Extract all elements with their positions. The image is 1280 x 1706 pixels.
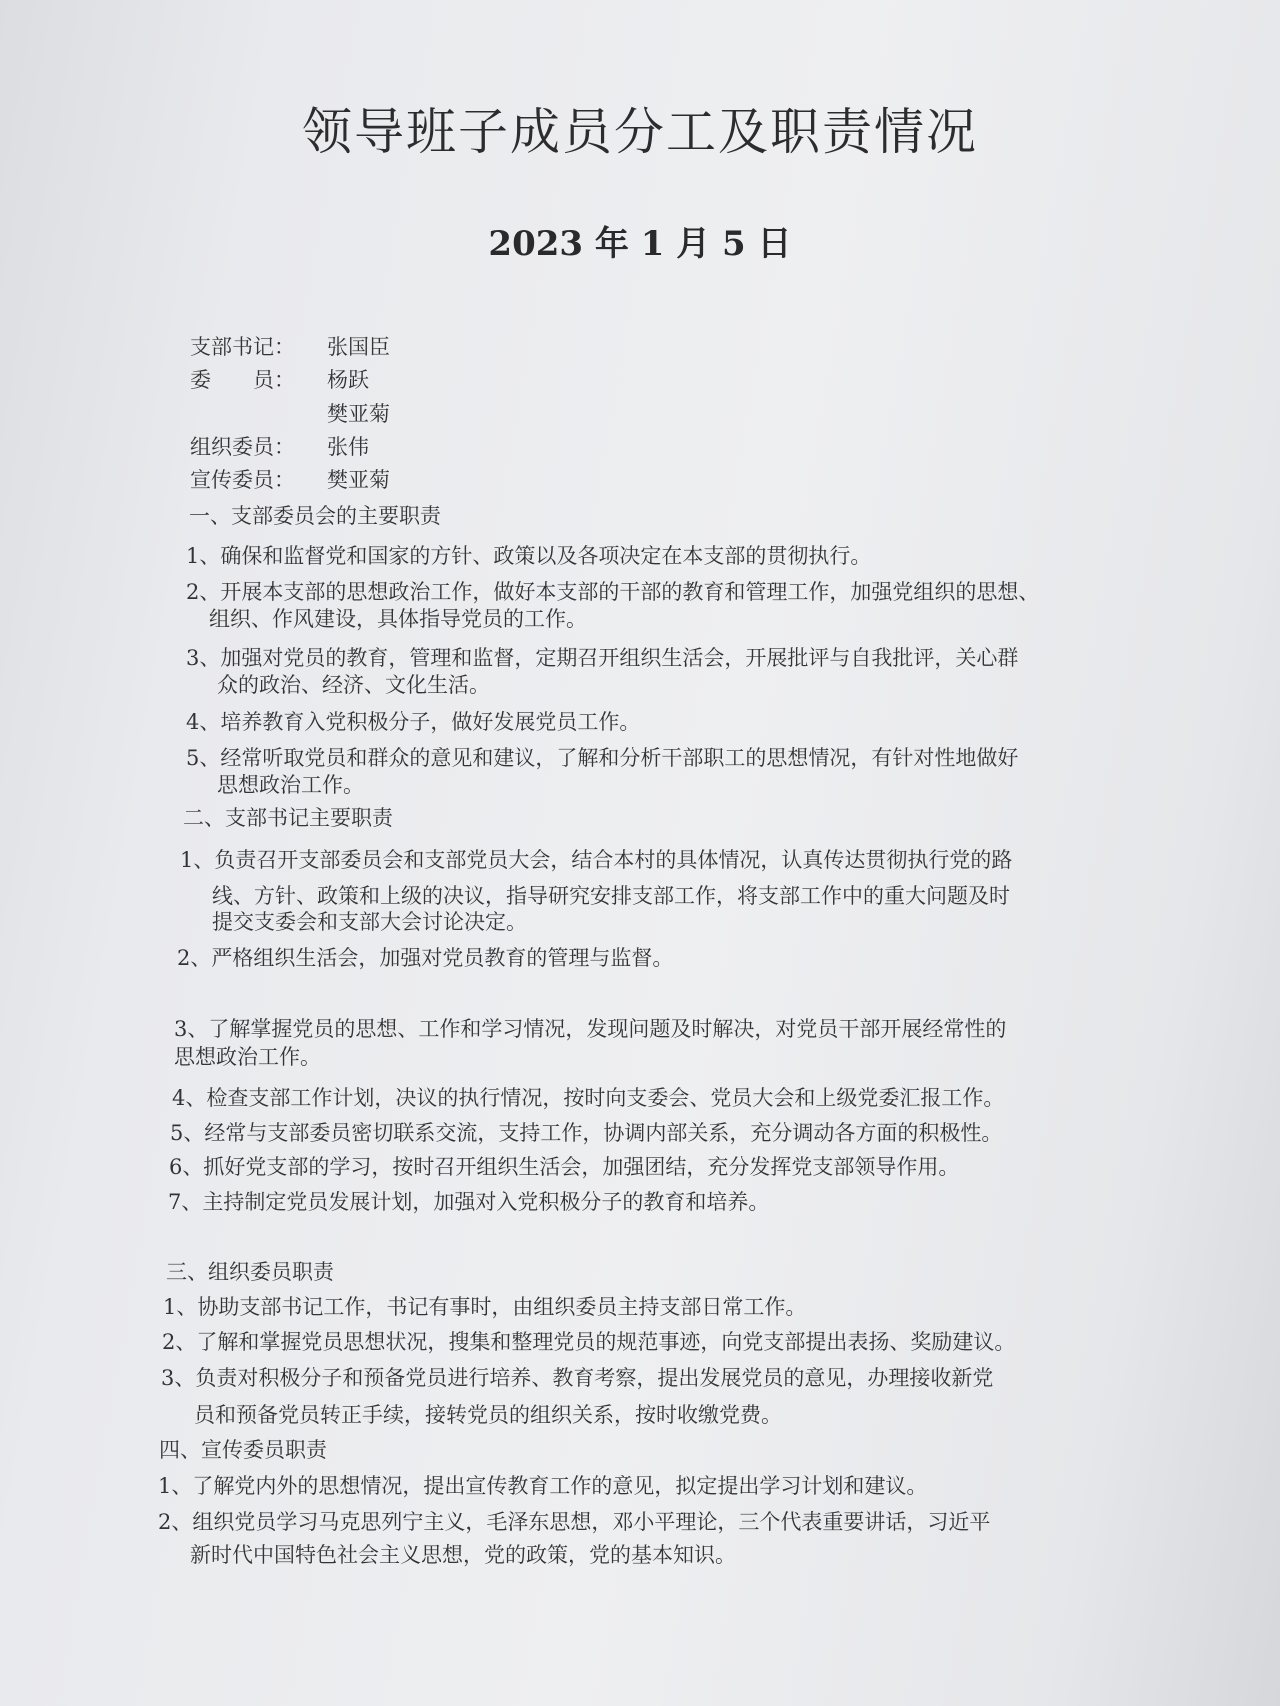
roster-label-secretary: 支部书记： bbox=[190, 335, 295, 359]
body-line: 3、了解掌握党员的思想、工作和学习情况，发现问题及时解决，对党员干部开展经常性的 bbox=[174, 1017, 1007, 1041]
roster-label-members: 委 员： bbox=[190, 368, 295, 392]
body-line: 线、方针、政策和上级的决议，指导研究安排支部工作，将支部工作中的重大问题及时 bbox=[212, 884, 1010, 908]
body-line: 2、严格组织生活会，加强对党员教育的管理与监督。 bbox=[177, 946, 674, 970]
body-line: 众的政治、经济、文化生活。 bbox=[217, 673, 490, 697]
body-line: 2、了解和掌握党员思想状况，搜集和整理党员的规范事迹，向党支部提出表扬、奖励建议。 bbox=[162, 1330, 1016, 1354]
body-line: 1、协助支部书记工作，书记有事时，由组织委员主持支部日常工作。 bbox=[163, 1295, 807, 1319]
section-heading: 三、组织委员职责 bbox=[166, 1260, 334, 1284]
body-line: 1、确保和监督党和国家的方针、政策以及各项决定在本支部的贯彻执行。 bbox=[186, 544, 872, 568]
roster-label-organization: 组织委员： bbox=[190, 435, 295, 459]
body-line: 2、组织党员学习马克思列宁主义，毛泽东思想，邓小平理论，三个代表重要讲话，习近平 bbox=[158, 1510, 991, 1534]
roster-label-propaganda: 宣传委员： bbox=[190, 468, 295, 492]
body-line: 5、经常与支部委员密切联系交流，支持工作，协调内部关系，充分调动各方面的积极性。 bbox=[170, 1121, 1003, 1145]
section-heading: 二、支部书记主要职责 bbox=[183, 806, 393, 830]
body-line: 6、抓好党支部的学习，按时召开组织生活会，加强团结，充分发挥党支部领导作用。 bbox=[169, 1155, 960, 1179]
section-heading: 一、支部委员会的主要职责 bbox=[189, 504, 441, 528]
body-line: 7、主持制定党员发展计划，加强对入党积极分子的教育和培养。 bbox=[168, 1190, 770, 1214]
body-line: 2、开展本支部的思想政治工作，做好本支部的干部的教育和管理工作，加强党组织的思想、 bbox=[186, 580, 1040, 604]
body-line: 组织、作风建设，具体指导党员的工作。 bbox=[209, 607, 587, 631]
body-line: 4、检查支部工作计划，决议的执行情况，按时向支委会、党员大会和上级党委汇报工作。 bbox=[172, 1086, 1005, 1110]
roster-name-member-2: 樊亚菊 bbox=[327, 402, 390, 426]
roster-name-member-1: 杨跃 bbox=[327, 368, 369, 392]
body-line: 4、培养教育入党积极分子，做好发展党员工作。 bbox=[186, 710, 641, 734]
document-title: 领导班子成员分工及职责情况 bbox=[302, 103, 978, 161]
body-line: 3、加强对党员的教育，管理和监督，定期召开组织生活会，开展批评与自我批评，关心群 bbox=[186, 646, 1019, 670]
roster-name-secretary: 张国臣 bbox=[327, 335, 390, 359]
body-line: 1、负责召开支部委员会和支部党员大会，结合本村的具体情况，认真传达贯彻执行党的路 bbox=[180, 848, 1013, 872]
body-line: 1、了解党内外的思想情况，提出宣传教育工作的意见，拟定提出学习计划和建议。 bbox=[158, 1474, 928, 1498]
document-date: 2023 年 1 月 5 日 bbox=[488, 224, 792, 264]
body-line: 新时代中国特色社会主义思想，党的政策，党的基本知识。 bbox=[190, 1543, 736, 1567]
roster-name-propaganda: 樊亚菊 bbox=[327, 468, 390, 492]
body-line: 思想政治工作。 bbox=[174, 1045, 321, 1069]
section-heading: 四、宣传委员职责 bbox=[159, 1438, 327, 1462]
roster-name-organization: 张伟 bbox=[327, 435, 369, 459]
body-line: 员和预备党员转正手续，接转党员的组织关系，按时收缴党费。 bbox=[194, 1403, 782, 1427]
body-line: 思想政治工作。 bbox=[217, 773, 364, 797]
body-line: 3、负责对积极分子和预备党员进行培养、教育考察，提出发展党员的意见，办理接收新党 bbox=[161, 1366, 994, 1390]
body-line: 5、经常听取党员和群众的意见和建议，了解和分析干部职工的思想情况，有针对性地做好 bbox=[186, 746, 1019, 770]
body-line: 提交支委会和支部大会讨论决定。 bbox=[212, 910, 527, 934]
